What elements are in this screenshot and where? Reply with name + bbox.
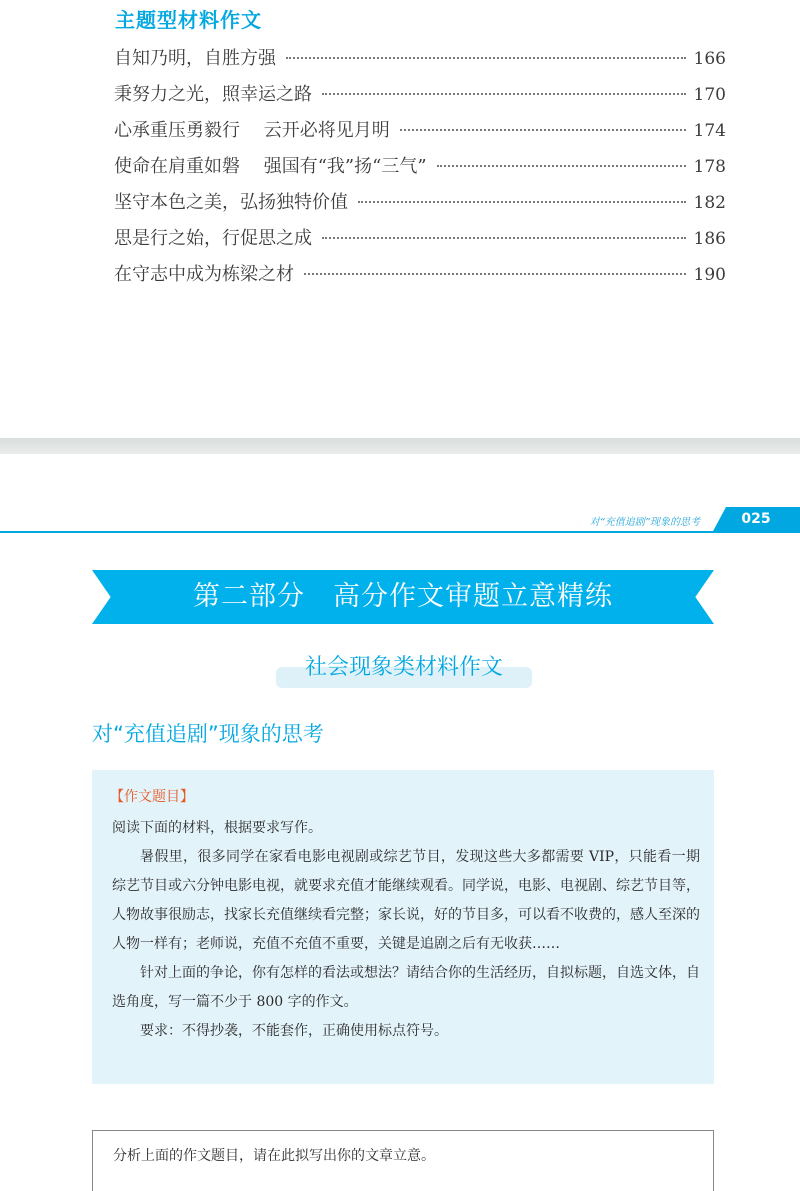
toc-entry-page: 182: [693, 193, 726, 213]
toc-entry[interactable]: [114, 260, 726, 296]
toc-entry[interactable]: [114, 44, 726, 80]
running-title: 对“充值追剧”现象的思考: [589, 517, 700, 528]
dot-leader: [400, 128, 686, 131]
toc-list: [114, 44, 726, 296]
toc-entry[interactable]: [114, 116, 726, 152]
toc-entry-title: 心承重压勇毅行 云开必将见月明: [114, 120, 390, 141]
toc-entry-page: 174: [693, 121, 726, 141]
essay-title: 对“充值追剧”现象的思考: [92, 722, 324, 746]
content-page: [0, 454, 800, 1182]
running-header: [0, 507, 800, 533]
toc-entry-title: 秉努力之光，照幸运之路: [114, 84, 312, 105]
page-separator: [0, 438, 800, 454]
toc-page: [0, 0, 800, 438]
page-number: 025: [741, 511, 771, 527]
toc-entry-page: 190: [693, 265, 726, 285]
header-rule: [0, 531, 800, 533]
prompt-body: [112, 814, 700, 1046]
toc-entry-title: 坚守本色之美，弘扬独特价值: [114, 192, 348, 213]
toc-entry[interactable]: [114, 224, 726, 260]
toc-entry[interactable]: [114, 188, 726, 224]
dot-leader: [322, 236, 686, 239]
dot-leader: [304, 272, 686, 275]
dot-leader: [437, 164, 686, 167]
part-title: 第二部分 高分作文审题立意精练: [193, 581, 613, 612]
toc-entry[interactable]: [114, 80, 726, 116]
toc-entry-title: 在守志中成为栋梁之材: [114, 264, 294, 285]
prompt-label: 【作文题目】: [110, 789, 194, 805]
dot-leader: [322, 92, 686, 95]
prompt-requirements: 要求：不得抄袭，不能套作，正确使用标点符号。: [140, 1023, 448, 1039]
toc-entry[interactable]: [114, 152, 726, 188]
toc-entry-page: 186: [693, 229, 726, 249]
toc-entry-page: 166: [693, 49, 726, 69]
toc-entry-title: 使命在肩重如磐 强国有“我”扬“三气”: [114, 156, 427, 177]
prompt-intro: 阅读下面的材料，根据要求写作。: [112, 820, 322, 836]
category-title: 社会现象类材料作文: [304, 655, 503, 680]
prompt-box: [92, 770, 714, 1084]
prompt-material: 暑假里，很多同学在家看电影电视剧或综艺节目，发现这些大多都需要 VIP，只能看一期综艺节目或六分钟电影电视，就要求充值才能继续观看。同学说，电影、电视剧、综艺节目等，人物故事很励志，找家长充值继续看完整；家长说，好的节目多，可以看不收费的，感人至深的人物一样有；老师说，充值不充值不重要，关键是追剧之后有无收获……: [112, 849, 700, 952]
toc-entry-title: 思是行之始，行促思之成: [114, 228, 312, 249]
toc-entry-page: 170: [693, 85, 726, 105]
dot-leader: [358, 200, 686, 203]
answer-instruction: 分析上面的作文题目，请在此拟写出你的文章立意。: [113, 1148, 435, 1164]
toc-entry-page: 178: [693, 157, 726, 177]
toc-heading: 主题型材料作文: [115, 8, 262, 32]
dot-leader: [286, 56, 686, 59]
prompt-task: 针对上面的争论，你有怎样的看法或想法？请结合你的生活经历，自拟标题，自选文体，自选角度，写一篇不少于 800 字的作文。: [112, 965, 700, 1010]
toc-entry-title: 自知乃明，自胜方强: [114, 48, 276, 69]
